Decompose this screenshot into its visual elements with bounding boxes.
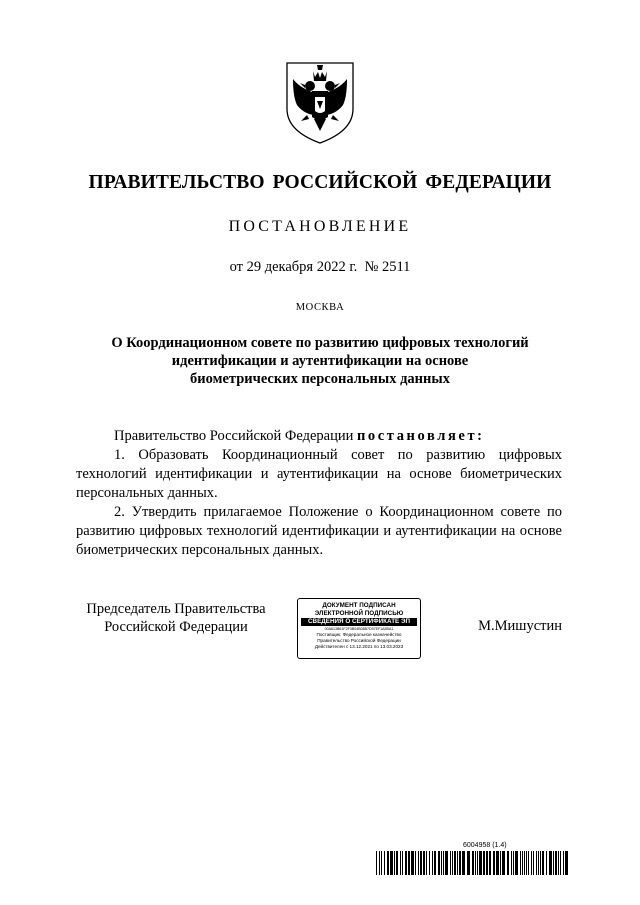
position-line-1: Председатель Правительства [86, 601, 266, 617]
signatory-position [76, 600, 276, 636]
title-line-3: биометрических персональных данных [190, 371, 450, 387]
resolution-item-2: 2. Утвердить прилагаемое Положение о Координационном совете по развитию цифровых технологий идентификации и аутентификации на основе биометрических персональных данных. [76, 504, 562, 558]
position-line-2: Российской Федерации [104, 619, 248, 635]
stamp-line-2: ЭЛЕКТРОННОЙ ПОДПИСЬЮ [314, 609, 404, 617]
electronic-signature-stamp [297, 598, 421, 659]
city-name: МОСКВА [295, 302, 345, 313]
stamp-certificate-id: 00A613B61F2F3B04B08B7D97EF1A5BA1 [324, 627, 394, 631]
title-line-2: идентификации и аутентификации на основе [171, 353, 469, 369]
stamp-header: СВЕДЕНИЯ О СЕРТИФИКАТЕ ЭП [301, 618, 417, 626]
document-date-number: от 29 декабря 2022 г. № 2511 [229, 259, 411, 275]
barcode-number: 6004958 (1.4) [463, 842, 507, 849]
stamp-validity: Действителен с 13.12.2021 по 13.03.2023 [314, 644, 404, 649]
intro-text: Правительство Российской Федерации [114, 428, 357, 444]
stamp-owner: Правительство Российской Федерации [317, 638, 401, 643]
document-type: ПОСТАНОВЛЕНИЕ [228, 218, 412, 235]
state-emblem-icon [279, 57, 361, 147]
barcode-icon [376, 851, 568, 875]
intro-decree-word: постановляет: [356, 428, 485, 444]
title-line-1: О Координационном совете по развитию цифровых технологий [111, 335, 529, 351]
resolution-item-1: 1. Образовать Координационный совет по развитию цифровых технологий идентификации и аутентификации на основе биометрических персональных данных. [76, 447, 562, 501]
resolution-intro [76, 427, 562, 446]
stamp-line-1: ДОКУМЕНТ ПОДПИСАН [322, 602, 396, 609]
signatory-name: М.Мишустин [478, 618, 562, 634]
stamp-issuer: Поставщик: Федеральное казначейство [316, 632, 402, 637]
document-title [0, 334, 640, 388]
government-title: ПРАВИТЕЛЬСТВО РОССИЙСКОЙ ФЕДЕРАЦИИ [88, 172, 552, 193]
